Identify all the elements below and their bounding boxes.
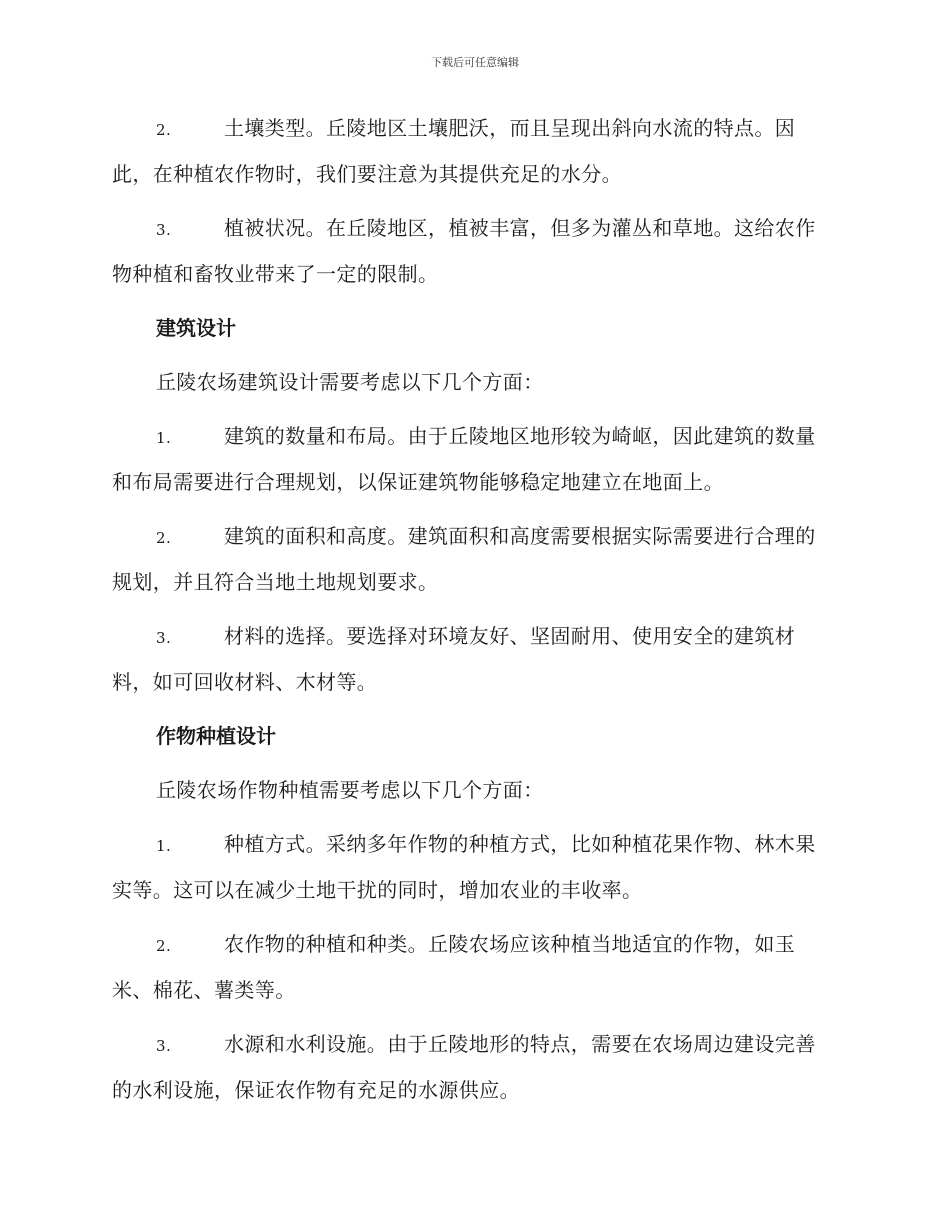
section-heading-crop-planting: 作物种植设计: [156, 724, 276, 748]
list-number: 2.: [156, 937, 172, 955]
list-number: 2.: [156, 529, 172, 547]
list-item-text: 材料的选择。要选择对环境友好、坚固耐用、使用安全的建筑材料，如可回收材料、木材等。: [112, 624, 796, 694]
list-item: [112, 414, 834, 504]
list-item: [112, 822, 834, 912]
list-number: 3.: [156, 221, 172, 239]
list-item-text: 农作物的种植和种类。丘陵农场应该种植当地适宜的作物，如玉米、棉花、薯类等。: [112, 932, 796, 1002]
list-item-text: 建筑的数量和布局。由于丘陵地区地形较为崎岖，因此建筑的数量和布局需要进行合理规划，以保证建筑物能够稳定地建立在地面上。: [112, 424, 816, 494]
list-number: 1.: [156, 429, 172, 447]
paragraph: 丘陵农场建筑设计需要考虑以下几个方面：: [156, 370, 544, 394]
list-number: 3.: [156, 629, 172, 647]
list-item-text: 土壤类型。丘陵地区土壤肥沃，而且呈现出斜向水流的特点。因此，在种植农作物时，我们要注意为其提供充足的水分。: [112, 116, 796, 186]
document-body: [112, 106, 834, 1122]
list-number: 2.: [156, 121, 172, 139]
list-item-text: 种植方式。采纳多年作物的种植方式，比如种植花果作物、林木果实等。这可以在减少土地干扰的同时，增加农业的丰收率。: [112, 832, 816, 902]
list-number: 3.: [156, 1037, 172, 1055]
list-item: [112, 514, 834, 604]
page-header: 下载后可任意编辑: [431, 56, 519, 69]
list-item: [112, 922, 834, 1012]
list-item: [112, 206, 834, 296]
list-item-text: 建筑的面积和高度。建筑面积和高度需要根据实际需要进行合理的规划，并且符合当地土地规划要求。: [112, 524, 816, 594]
list-item: [112, 614, 834, 704]
section-heading-architecture: 建筑设计: [156, 316, 236, 340]
list-item: [112, 106, 834, 196]
paragraph: 丘陵农场作物种植需要考虑以下几个方面：: [156, 778, 544, 802]
list-item-text: 植被状况。在丘陵地区，植被丰富，但多为灌丛和草地。这给农作物种植和畜牧业带来了一定的限制。: [112, 216, 816, 286]
list-item-text: 水源和水利设施。由于丘陵地形的特点，需要在农场周边建设完善的水利设施，保证农作物有充足的水源供应。: [112, 1032, 816, 1102]
list-item: [112, 1022, 834, 1112]
list-number: 1.: [156, 837, 172, 855]
